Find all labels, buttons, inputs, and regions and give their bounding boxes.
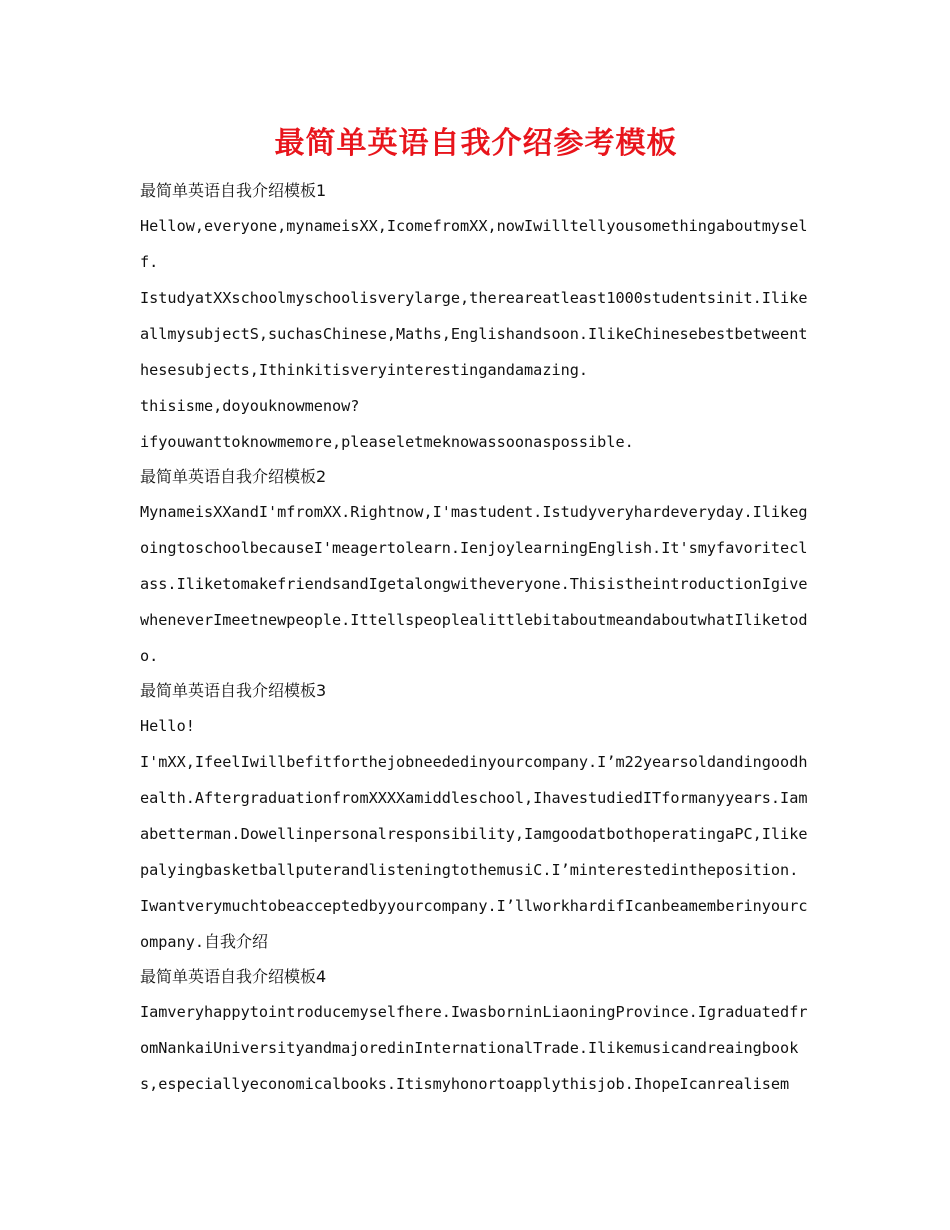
- paragraph-trailing-text: 自我介绍: [204, 932, 269, 951]
- section-heading: 最简单英语自我介绍模板1: [140, 181, 327, 200]
- paragraph: Hello!: [140, 717, 195, 735]
- section-template-4: [140, 960, 812, 1102]
- paragraph: IstudyatXXschoolmyschoolisverylarge,thereareatleast1000studentsinit.IlikeallmysubjectS,suchasChinese,Maths,Englishandsoon.IlikeChinesebestbetweenthesesubjects,Ithinkitisveryinterestingandamazing.: [140, 289, 808, 379]
- section-template-3: [140, 674, 812, 960]
- paragraph: Hellow,everyone,mynameisXX,IcomefromXX,nowIwilltellyousomethingaboutmyself.: [140, 217, 808, 271]
- paragraph: Iamveryhappytointroducemyselfhere.IwasborninLiaoningProvince.IgraduatedfromNankaiUniversityandmajoredinInternationalTrade.Ilikemusicandreaingbooks,especiallyeconomicalbooks.Itismyhonortoapplythisjob.IhopeIcanrealisem: [140, 1003, 808, 1093]
- section-heading: 最简单英语自我介绍模板2: [140, 467, 327, 486]
- document-title: 最简单英语自我介绍参考模板: [274, 126, 678, 161]
- paragraph-text: Iwantverymuchtobeacceptedbyyourcompany.I’llworkhardifIcanbeamemberinyourcompany.: [140, 897, 808, 951]
- paragraph: MynameisXXandI'mfromXX.Rightnow,I'mastudent.Istudyveryhardeveryday.IlikegoingtoschoolbecauseI'meagertolearn.IenjoylearningEnglish.It'smyfavoriteclass.IliketomakefriendsandIgetalongwitheveryone.ThisistheintroductionIgivewheneverImeetnewpeople.IttellspeoplealittlebitaboutmeandaboutwhatIliketodo.: [140, 503, 808, 665]
- section-template-1: [140, 174, 812, 460]
- paragraph: [140, 888, 812, 960]
- section-template-2: [140, 460, 812, 674]
- paragraph: I'mXX,IfeelIwillbefitforthejobneededinyourcompany.I’m22yearsoldandingoodhealth.AftergraduationfromXXXXamiddleschool,IhavestudiedITformanyyears.Iamabetterman.Dowellinpersonalresponsibility,IamgoodatbothoperatingaPC,IlikepalyingbasketballputerandlisteningtothemusiC.I’minterestedintheposition.: [140, 753, 808, 879]
- paragraph: thisisme,doyouknowmenow?: [140, 397, 360, 415]
- document-page: [140, 120, 812, 1102]
- section-heading: 最简单英语自我介绍模板3: [140, 681, 327, 700]
- paragraph: ifyouwanttoknowmemore,pleaseletmeknowassoonaspossible.: [140, 433, 634, 451]
- section-heading: 最简单英语自我介绍模板4: [140, 967, 327, 986]
